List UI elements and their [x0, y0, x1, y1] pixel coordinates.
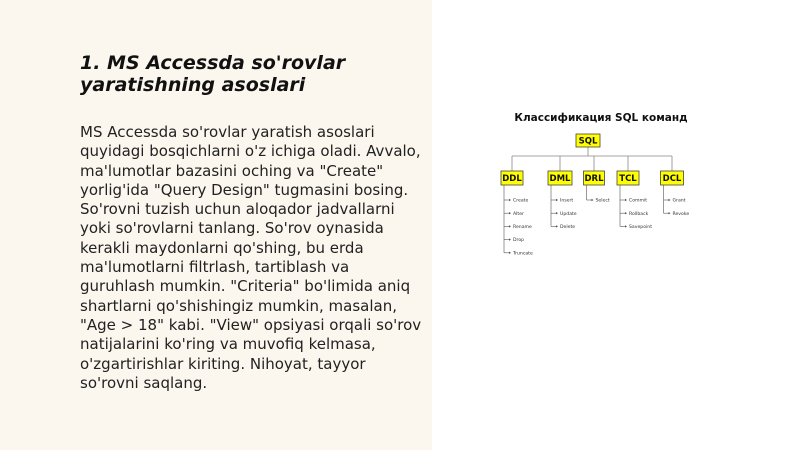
group-node-label-dcl: DCL	[662, 174, 682, 184]
leaf-arrowhead	[509, 199, 511, 201]
leaf-label: Truncate	[513, 251, 533, 257]
leaf-arrowhead	[669, 199, 671, 201]
diagram-canvas	[496, 105, 706, 265]
slide-body-text: MS Accessda so'rovlar yaratish asoslari quyidagi bosqichlarni o'z ichiga oladi. Avvalo, ma'lumotlar bazasini oching va "Create" yorlig'ida "Query Design" tugmasini bosing. So'rovni tuzish uchun aloqador jadvallarni yoki so'rovlarni tanlang. So'rov oynasida kerakli maydonlarni qo'shing, bu erda ma'lumotlarni filtrlash, tartiblash va guruhlash mumkin. "Criteria" bo'limida aniq shartlarni qo'shishingiz mumkin, masalan, "Age > 18" kabi. "View" opsiyasi orqali so'rov natijalarini ko'ring va muvofiq kelmasa, o'zgartirishlar kiriting. Nihoyat, tayyor so'rovni saqlang.	[80, 123, 422, 392]
leaf-label: Insert	[560, 198, 574, 204]
leaf-arrowhead	[509, 252, 511, 254]
group-node-label-drl: DRL	[584, 174, 604, 184]
leaf-arrowhead	[509, 212, 511, 214]
diagram-title: Классификация SQL команд	[514, 112, 688, 124]
leaf-arrowhead	[592, 199, 594, 201]
leaf-label: Create	[513, 198, 529, 204]
leaf-label: Savepoint	[629, 225, 652, 230]
leaf-label: Alter	[513, 211, 524, 217]
leaf-arrowhead	[625, 225, 627, 227]
leaf-label: Update	[560, 211, 577, 217]
leaf-label: Revoke	[672, 211, 690, 217]
leaf-label: Grant	[672, 198, 686, 204]
leaf-label: Rename	[513, 225, 532, 230]
leaf-arrowhead	[625, 212, 627, 214]
leaf-arrowhead	[625, 199, 627, 201]
leaf-arrowhead	[556, 212, 558, 214]
group-node-label-dml: DML	[549, 174, 571, 184]
leaf-arrowhead	[556, 225, 558, 227]
leaf-arrowhead	[509, 225, 511, 227]
leaf-label: Delete	[560, 225, 576, 230]
root-node-label: SQL	[578, 136, 598, 147]
leaf-arrowhead	[669, 212, 671, 214]
leaf-label: Drop	[513, 238, 525, 244]
slide-title: 1. MS Accessda so'rovlar yaratishning asoslari	[80, 52, 346, 96]
leaf-arrowhead	[556, 199, 558, 201]
sql-classification-diagram	[496, 105, 706, 265]
group-node-label-tcl: TCL	[619, 174, 637, 184]
leaf-arrowhead	[509, 238, 511, 240]
group-node-label-ddl: DDL	[502, 174, 522, 184]
leaf-label: Select	[595, 198, 610, 204]
leaf-label: Rollback	[629, 211, 649, 217]
leaf-label: Commit	[629, 198, 648, 204]
